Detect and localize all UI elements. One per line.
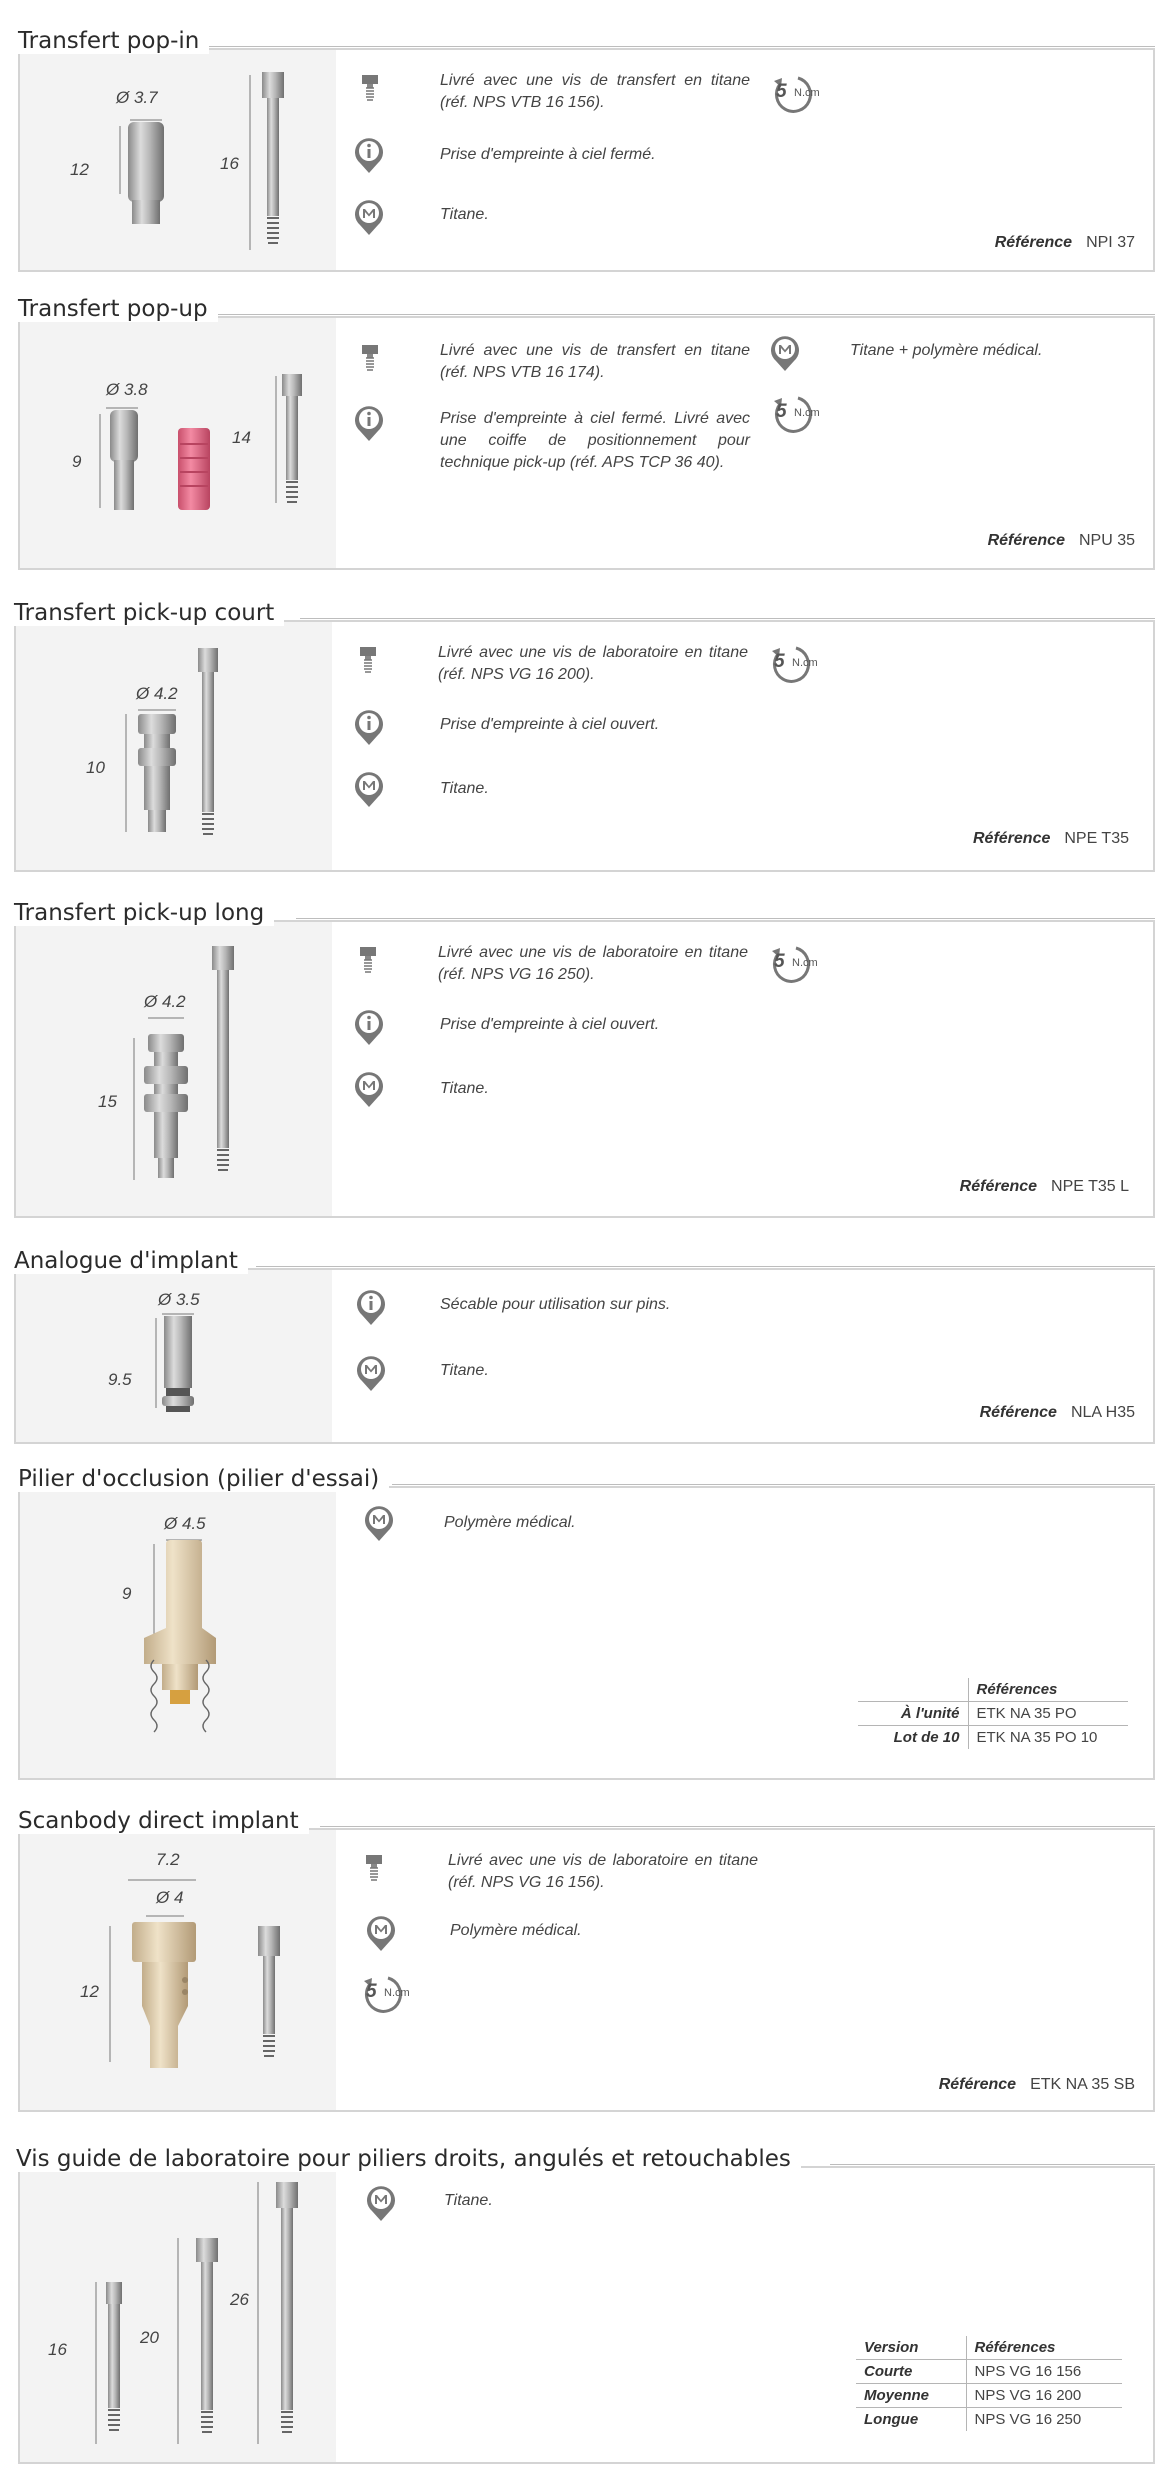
row-reference: ETK NA 35 PO 10 bbox=[968, 1726, 1128, 1750]
height-label: 12 bbox=[80, 1982, 99, 2001]
torque-unit: N.cm bbox=[792, 657, 818, 669]
reference-value: NPU 35 bbox=[1078, 532, 1135, 549]
material-description: Titane. bbox=[440, 1080, 489, 1097]
info-description: Sécable pour utilisation sur pins. bbox=[440, 1296, 671, 1313]
title-rule bbox=[300, 618, 1155, 619]
diameter-label: Ø 4.5 bbox=[164, 1514, 206, 1533]
torque-value: 5 bbox=[774, 651, 785, 672]
info-description: Prise d'empreinte à ciel fermé. bbox=[440, 146, 656, 163]
title-rule bbox=[392, 1484, 1155, 1485]
info-description: Prise d'empreinte à ciel ouvert. bbox=[440, 716, 660, 733]
section-title: Scanbody direct implant bbox=[18, 1808, 309, 1834]
length-label: 16 bbox=[220, 154, 239, 173]
diameter-label: Ø 3.5 bbox=[158, 1290, 200, 1309]
height-label: 9 bbox=[122, 1584, 132, 1603]
title-rule bbox=[200, 46, 1155, 47]
reference-label: Référence bbox=[979, 1404, 1057, 1421]
title-rule bbox=[256, 1266, 1155, 1267]
torque-unit: N.cm bbox=[794, 407, 820, 419]
table-header-row bbox=[856, 2336, 1122, 2360]
title-rule bbox=[320, 1826, 1155, 1827]
version-header: Version bbox=[864, 2339, 919, 2356]
reference-label: Référence bbox=[994, 234, 1073, 251]
section-title: Transfert pick-up long bbox=[14, 900, 274, 926]
diameter-label: Ø 4 bbox=[156, 1888, 184, 1907]
height-label: 12 bbox=[70, 160, 89, 179]
table-row bbox=[856, 2408, 1122, 2432]
info-description: Prise d'empreinte à ciel ouvert. bbox=[440, 1016, 660, 1033]
table-row bbox=[856, 2384, 1122, 2408]
section-title: Transfert pick-up court bbox=[14, 600, 284, 626]
section-title: Vis guide de laboratoire pour piliers droits, angulés et retouchables bbox=[16, 2146, 801, 2172]
reference-value: NPE T35 bbox=[1064, 830, 1129, 847]
screw-description: Livré avec une vis de laboratoire en titane (réf. NPS VG 16 156). bbox=[448, 1852, 758, 1891]
section-title: Pilier d'occlusion (pilier d'essai) bbox=[18, 1466, 389, 1492]
row-label: Moyenne bbox=[856, 2384, 966, 2408]
reference-label: Référence bbox=[973, 830, 1051, 847]
diameter-label: Ø 4.2 bbox=[144, 992, 186, 1011]
reference-label: Référence bbox=[959, 1178, 1038, 1195]
torque-unit: N.cm bbox=[384, 1987, 410, 1999]
width-label: 7.2 bbox=[156, 1850, 180, 1869]
screw-description: Livré avec une vis de transfert en titane (réf. NPS VTB 16 174). bbox=[440, 342, 750, 381]
row-label: Courte bbox=[856, 2360, 966, 2384]
diameter-label: Ø 4.2 bbox=[136, 684, 178, 703]
torque-unit: N.cm bbox=[794, 87, 820, 99]
reference-value: NPE T35 L bbox=[1051, 1178, 1129, 1195]
diameter-label: Ø 3.7 bbox=[116, 88, 158, 107]
torque-unit: N.cm bbox=[792, 957, 818, 969]
height-label: 10 bbox=[86, 758, 105, 777]
material-description: Titane. bbox=[440, 1362, 489, 1379]
reference-label: Référence bbox=[987, 532, 1065, 549]
diameter-label: Ø 3.8 bbox=[106, 380, 148, 399]
medium-length-label: 20 bbox=[140, 2328, 159, 2347]
reference-value: ETK NA 35 SB bbox=[1030, 2076, 1135, 2093]
title-rule bbox=[830, 2164, 1155, 2165]
row-label: Longue bbox=[856, 2408, 966, 2432]
reference-table bbox=[856, 2336, 1122, 2431]
table-header: Références bbox=[968, 1678, 1128, 1702]
row-reference: NPS VG 16 156 bbox=[966, 2360, 1122, 2384]
material-description: Polymère médical. bbox=[444, 1514, 576, 1531]
screw-description: Livré avec une vis de laboratoire en titane (réf. NPS VG 16 200). bbox=[438, 644, 748, 683]
height-label: 9 bbox=[72, 452, 82, 471]
material-description: Titane + polymère médical. bbox=[850, 342, 1043, 359]
row-label: À l'unité bbox=[858, 1702, 968, 1726]
row-reference: NPS VG 16 200 bbox=[966, 2384, 1122, 2408]
reference-value: NPI 37 bbox=[1086, 234, 1135, 251]
row-reference: ETK NA 35 PO bbox=[968, 1702, 1128, 1726]
title-rule bbox=[210, 314, 1155, 315]
row-reference: NPS VG 16 250 bbox=[966, 2408, 1122, 2432]
reference-label: Référence bbox=[938, 2076, 1017, 2093]
torque-value: 5 bbox=[776, 401, 787, 422]
height-label: 9.5 bbox=[108, 1370, 132, 1389]
section-title: Transfert pop-in bbox=[18, 28, 209, 54]
material-description: Polymère médical. bbox=[450, 1922, 582, 1939]
reference-value: NLA H35 bbox=[1070, 1404, 1135, 1421]
product-image bbox=[20, 2168, 336, 2462]
section-title: Analogue d'implant bbox=[14, 1248, 248, 1274]
screw-description: Livré avec une vis de laboratoire en titane (réf. NPS VG 16 250). bbox=[438, 944, 748, 983]
material-icon bbox=[364, 2182, 398, 2222]
section-title: Transfert pop-up bbox=[18, 296, 218, 322]
material-description: Titane. bbox=[440, 780, 489, 797]
long-length-label: 26 bbox=[230, 2290, 249, 2309]
table-row bbox=[856, 2360, 1122, 2384]
length-label: 14 bbox=[232, 428, 251, 447]
short-length-label: 16 bbox=[48, 2340, 67, 2359]
torque-value: 5 bbox=[776, 81, 787, 102]
row-label: Lot de 10 bbox=[858, 1726, 968, 1750]
reference-header: Références bbox=[966, 2336, 1122, 2360]
material-description: Titane. bbox=[440, 206, 489, 223]
product-panel bbox=[18, 2166, 1155, 2464]
vis-guide-drawing bbox=[20, 2168, 336, 2462]
torque-value: 5 bbox=[774, 951, 785, 972]
material-description: Titane. bbox=[444, 2192, 493, 2209]
torque-value: 5 bbox=[366, 1981, 377, 2002]
title-rule bbox=[296, 918, 1155, 919]
info-description: Prise d'empreinte à ciel fermé. Livré avec une coiffe de positionnement pour technique pick-up (réf. APS TCP 36 40). bbox=[440, 410, 750, 471]
height-label: 15 bbox=[98, 1092, 117, 1111]
screw-description: Livré avec une vis de transfert en titane (réf. NPS VTB 16 156). bbox=[440, 72, 750, 111]
